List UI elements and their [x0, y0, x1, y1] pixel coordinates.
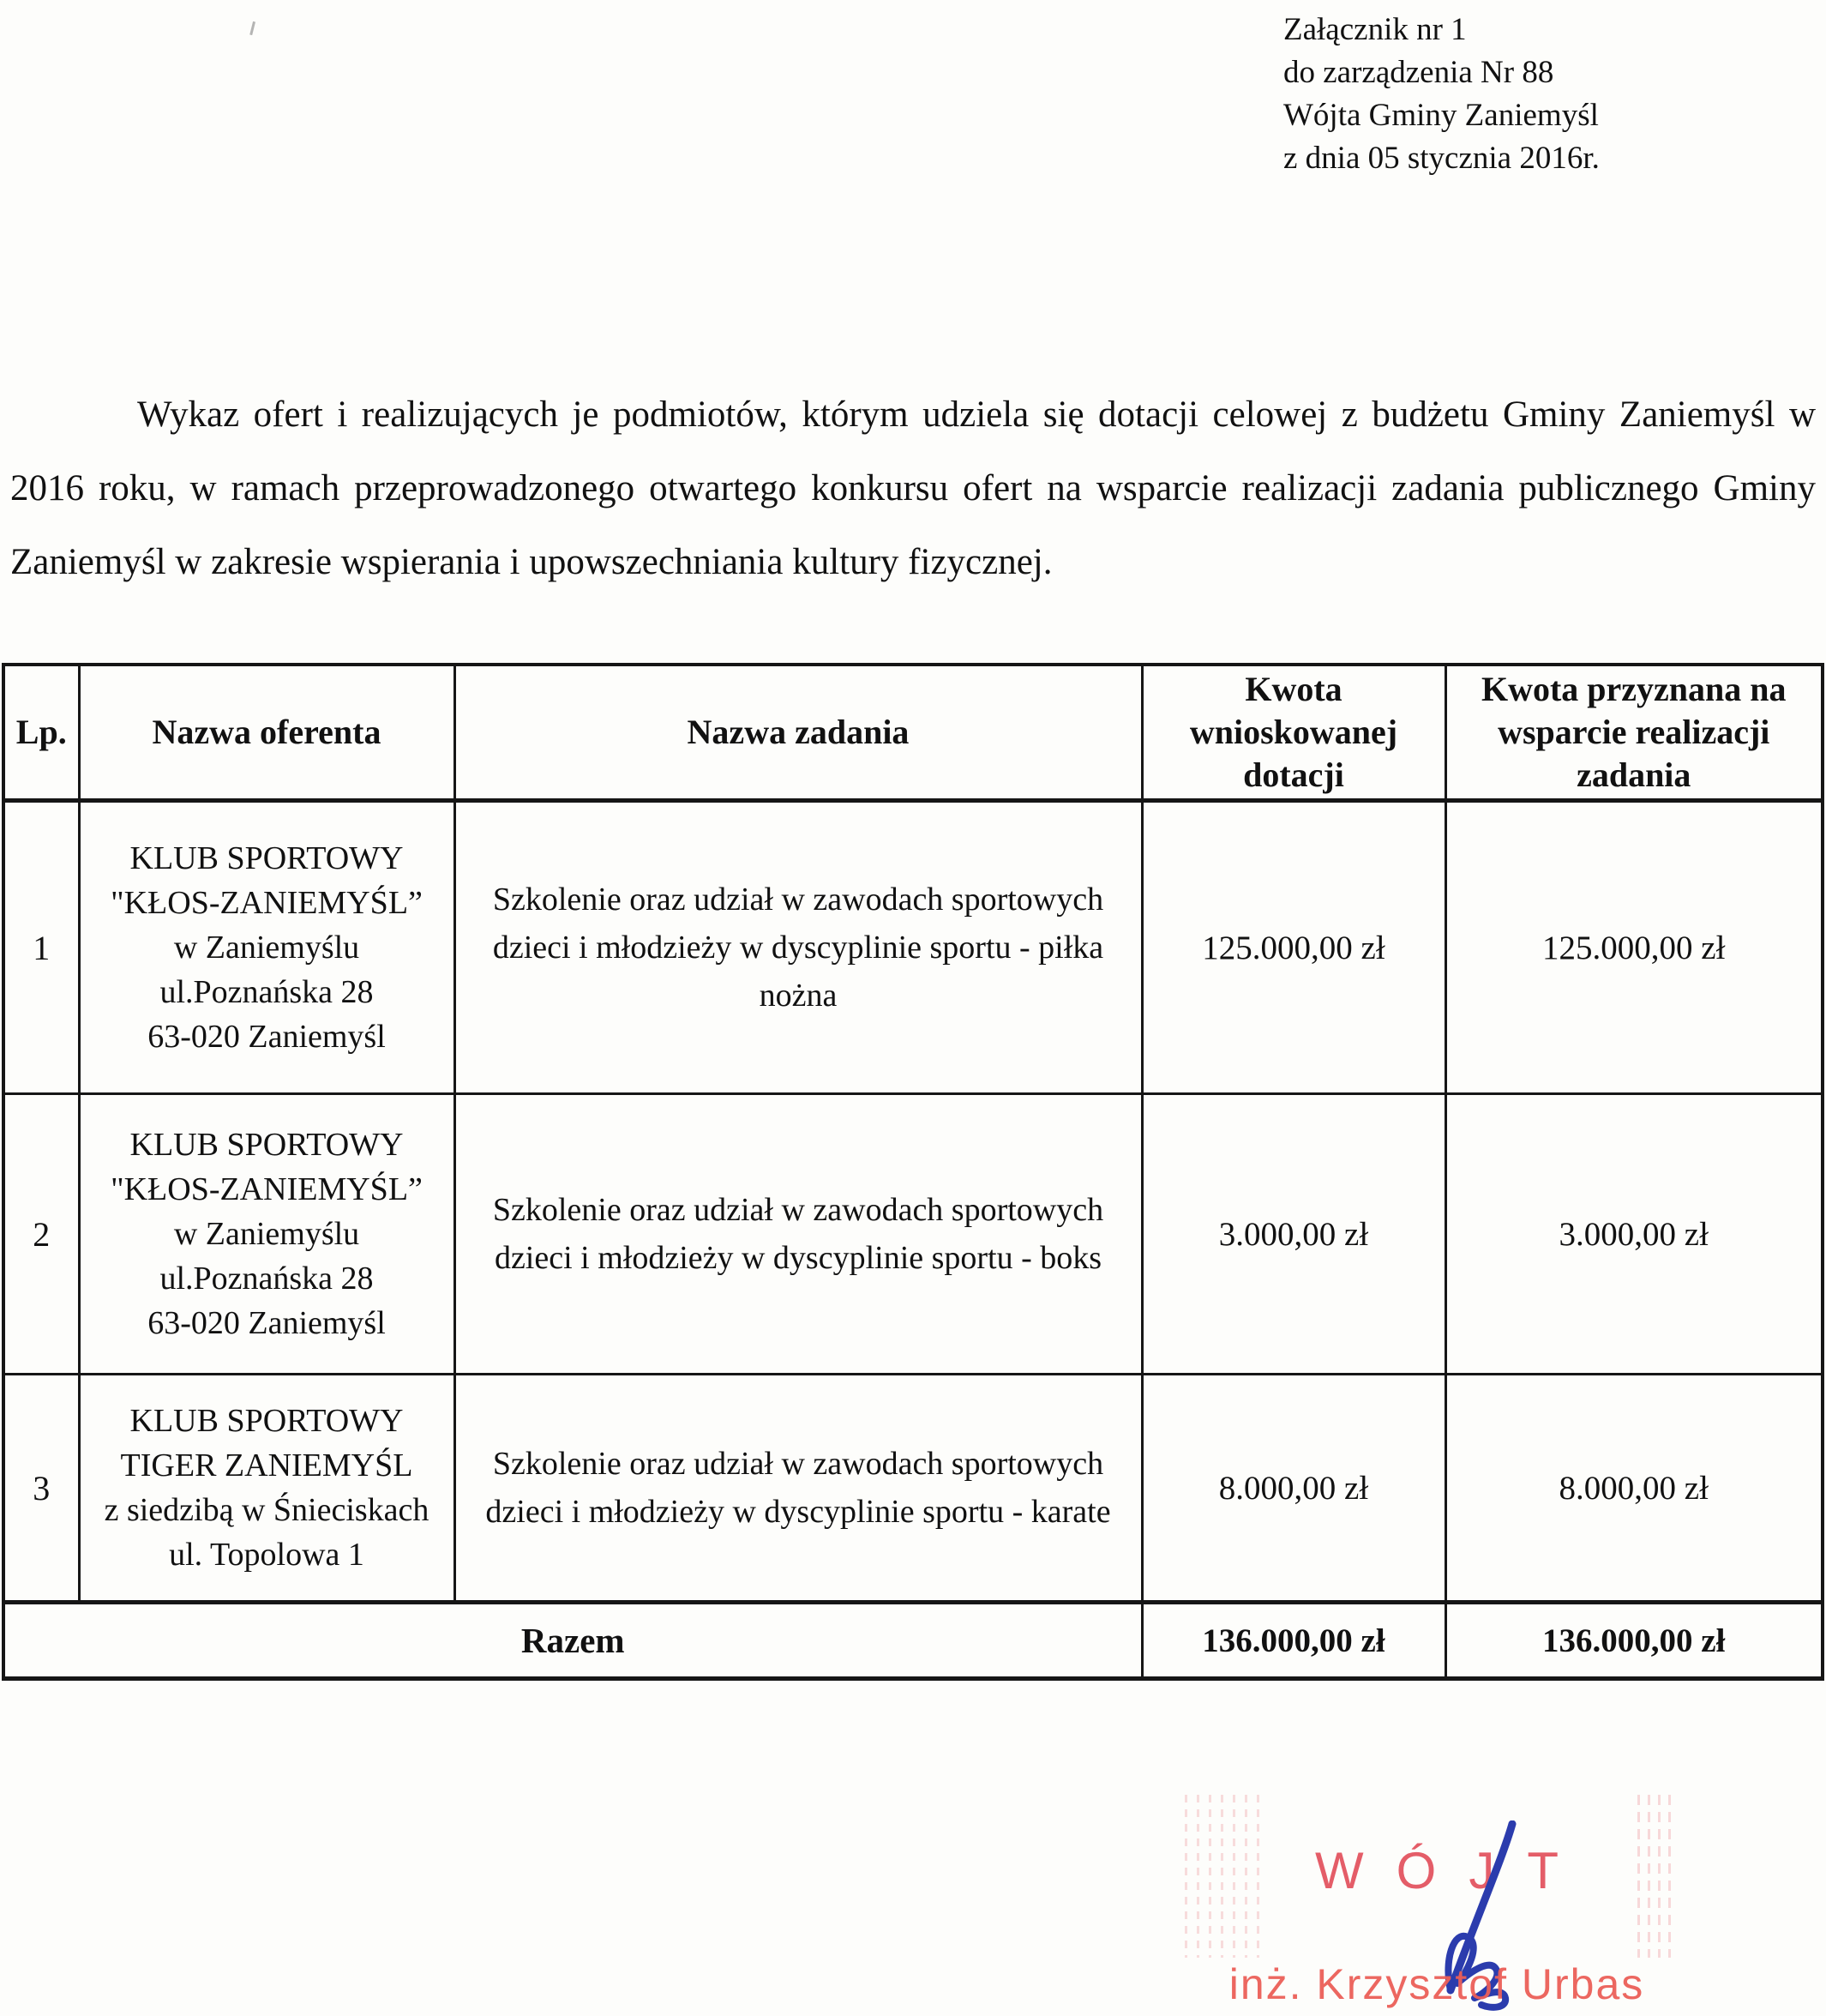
annex-line: Wójta Gminy Zaniemyśl	[1283, 98, 1599, 133]
total-row	[3, 1603, 1823, 1679]
requested-amount: 3.000,00 zł	[1142, 1094, 1445, 1375]
intro-paragraph: Wykaz ofert i realizujących je podmiotów, którym udziela się dotacji celowej z budżetu Gminy Zaniemyśl w 2016 roku, w ramach przeprowadzonego otwartego konkursu ofert na wsparcie realizacji zadania publicznego Gminy Zaniemyśl w zakresie wspierania i upowszechniania kultury fizycznej.	[10, 394, 1816, 582]
mayor-stamp-block	[1183, 1788, 1691, 2016]
annex-line: z dnia 05 stycznia 2016r.	[1283, 141, 1600, 176]
stamp-title: WÓJT	[1315, 1842, 1591, 1899]
row-number: 3	[3, 1375, 79, 1603]
row-number: 1	[3, 801, 79, 1094]
col-header-kwota-przyznana: Kwota przyznana na wsparcie realizacji zadania	[1445, 665, 1823, 801]
stamp-name: inż. Krzysztof Urbas	[1228, 1960, 1645, 2008]
granted-amount: 3.000,00 zł	[1445, 1094, 1823, 1375]
annex-header-block	[1283, 9, 1600, 180]
col-header-lp: Lp.	[3, 665, 79, 801]
table-row	[3, 1375, 1823, 1603]
total-label: Razem	[3, 1603, 1142, 1679]
col-header-kwota-wnioskowana: Kwota wnioskowanej dotacji	[1142, 665, 1445, 801]
grants-table	[2, 663, 1824, 1681]
annex-line: do zarządzenia Nr 88	[1283, 55, 1554, 90]
offerer-name: KLUB SPORTOWY "KŁOS-ZANIEMYŚL” w Zaniemyślu ul.Poznańska 28 63-020 Zaniemyśl	[79, 801, 454, 1094]
task-name: Szkolenie oraz udział w zawodach sportowych dzieci i młodzieży w dyscyplinie sportu - karate	[454, 1375, 1142, 1603]
granted-amount: 8.000,00 zł	[1445, 1375, 1823, 1603]
offerer-name: KLUB SPORTOWY "KŁOS-ZANIEMYŚL” w Zaniemyślu ul.Poznańska 28 63-020 Zaniemyśl	[79, 1094, 454, 1375]
total-granted-amount: 136.000,00 zł	[1445, 1603, 1823, 1679]
table-row	[3, 1094, 1823, 1375]
col-header-oferent: Nazwa oferenta	[79, 665, 454, 801]
annex-line: Załącznik nr 1	[1283, 12, 1467, 47]
offerer-name: KLUB SPORTOWY TIGER ZANIEMYŚL z siedzibą w Śnieciskach ul. Topolowa 1	[79, 1375, 454, 1603]
total-requested-amount: 136.000,00 zł	[1142, 1603, 1445, 1679]
task-name: Szkolenie oraz udział w zawodach sportowych dzieci i młodzieży w dyscyplinie sportu - boks	[454, 1094, 1142, 1375]
row-number: 2	[3, 1094, 79, 1375]
requested-amount: 8.000,00 zł	[1142, 1375, 1445, 1603]
col-header-zadanie: Nazwa zadania	[454, 665, 1142, 801]
scan-artifact	[249, 21, 262, 37]
task-name: Szkolenie oraz udział w zawodach sportowych dzieci i młodzieży w dyscyplinie sportu - piłka nożna	[454, 801, 1142, 1094]
granted-amount: 125.000,00 zł	[1445, 801, 1823, 1094]
table-header-row	[3, 665, 1823, 801]
requested-amount: 125.000,00 zł	[1142, 801, 1445, 1094]
table-row	[3, 801, 1823, 1094]
